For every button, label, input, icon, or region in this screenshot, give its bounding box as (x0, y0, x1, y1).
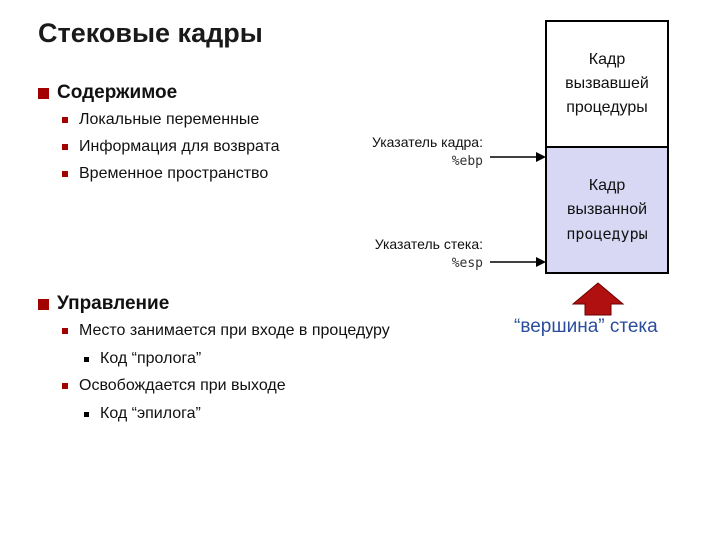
callee-frame-line: Кадр (588, 177, 626, 194)
square-bullet-icon (62, 144, 68, 150)
square-bullet-icon (62, 383, 68, 389)
sub-list-item-text: Код “пролога” (100, 350, 202, 367)
stack-top-label: “вершина” стека (514, 316, 658, 337)
list-item-text: Освобождается при выходе (79, 377, 286, 394)
list-item-text: Временное пространство (79, 165, 269, 182)
caller-frame-line: вызвавшей (565, 75, 649, 92)
stack-pointer-arrow-icon (490, 255, 548, 269)
square-bullet-icon (84, 357, 89, 362)
list-item-text: Место занимается при входе в процедуру (79, 322, 390, 339)
list-item (62, 377, 286, 395)
list-item-text: Информация для возврата (79, 138, 280, 155)
frame-pointer-label (372, 132, 483, 172)
list-item (62, 138, 280, 156)
square-bullet-icon (62, 328, 68, 334)
section-heading: Содержимое (57, 82, 178, 103)
section-management (38, 293, 169, 315)
square-bullet-icon (84, 412, 89, 417)
callee-frame-box (545, 146, 669, 274)
sub-list-item (84, 405, 201, 423)
frame-pointer-text: Указатель кадра: (371, 134, 483, 150)
callee-frame-line: вызванной (566, 201, 648, 218)
section-contents (38, 82, 177, 104)
stack-top-up-arrow-icon (571, 282, 625, 316)
caller-frame-box (545, 20, 669, 148)
section-heading: Управление (57, 293, 170, 314)
stack-pointer-register: %esp (451, 256, 483, 271)
stack-pointer-text: Указатель стека: (374, 236, 483, 252)
frame-pointer-arrow-icon (490, 150, 548, 164)
caller-frame-line: Кадр (588, 51, 626, 68)
list-item-text: Локальные переменные (79, 111, 260, 128)
callee-frame-line: процедуры (566, 225, 648, 243)
list-item (62, 111, 259, 129)
square-bullet-icon (62, 117, 68, 123)
square-bullet-icon (38, 299, 49, 310)
list-item (62, 165, 268, 183)
list-item (62, 322, 390, 340)
square-bullet-icon (62, 171, 68, 177)
caller-frame-line: процедуры (566, 99, 648, 116)
frame-pointer-register: %ebp (451, 154, 483, 169)
sub-list-item (84, 350, 201, 368)
stack-pointer-label (375, 234, 483, 274)
sub-list-item-text: Код “эпилога” (100, 405, 201, 422)
slide-title: Стековые кадры (38, 18, 263, 48)
square-bullet-icon (38, 88, 49, 99)
